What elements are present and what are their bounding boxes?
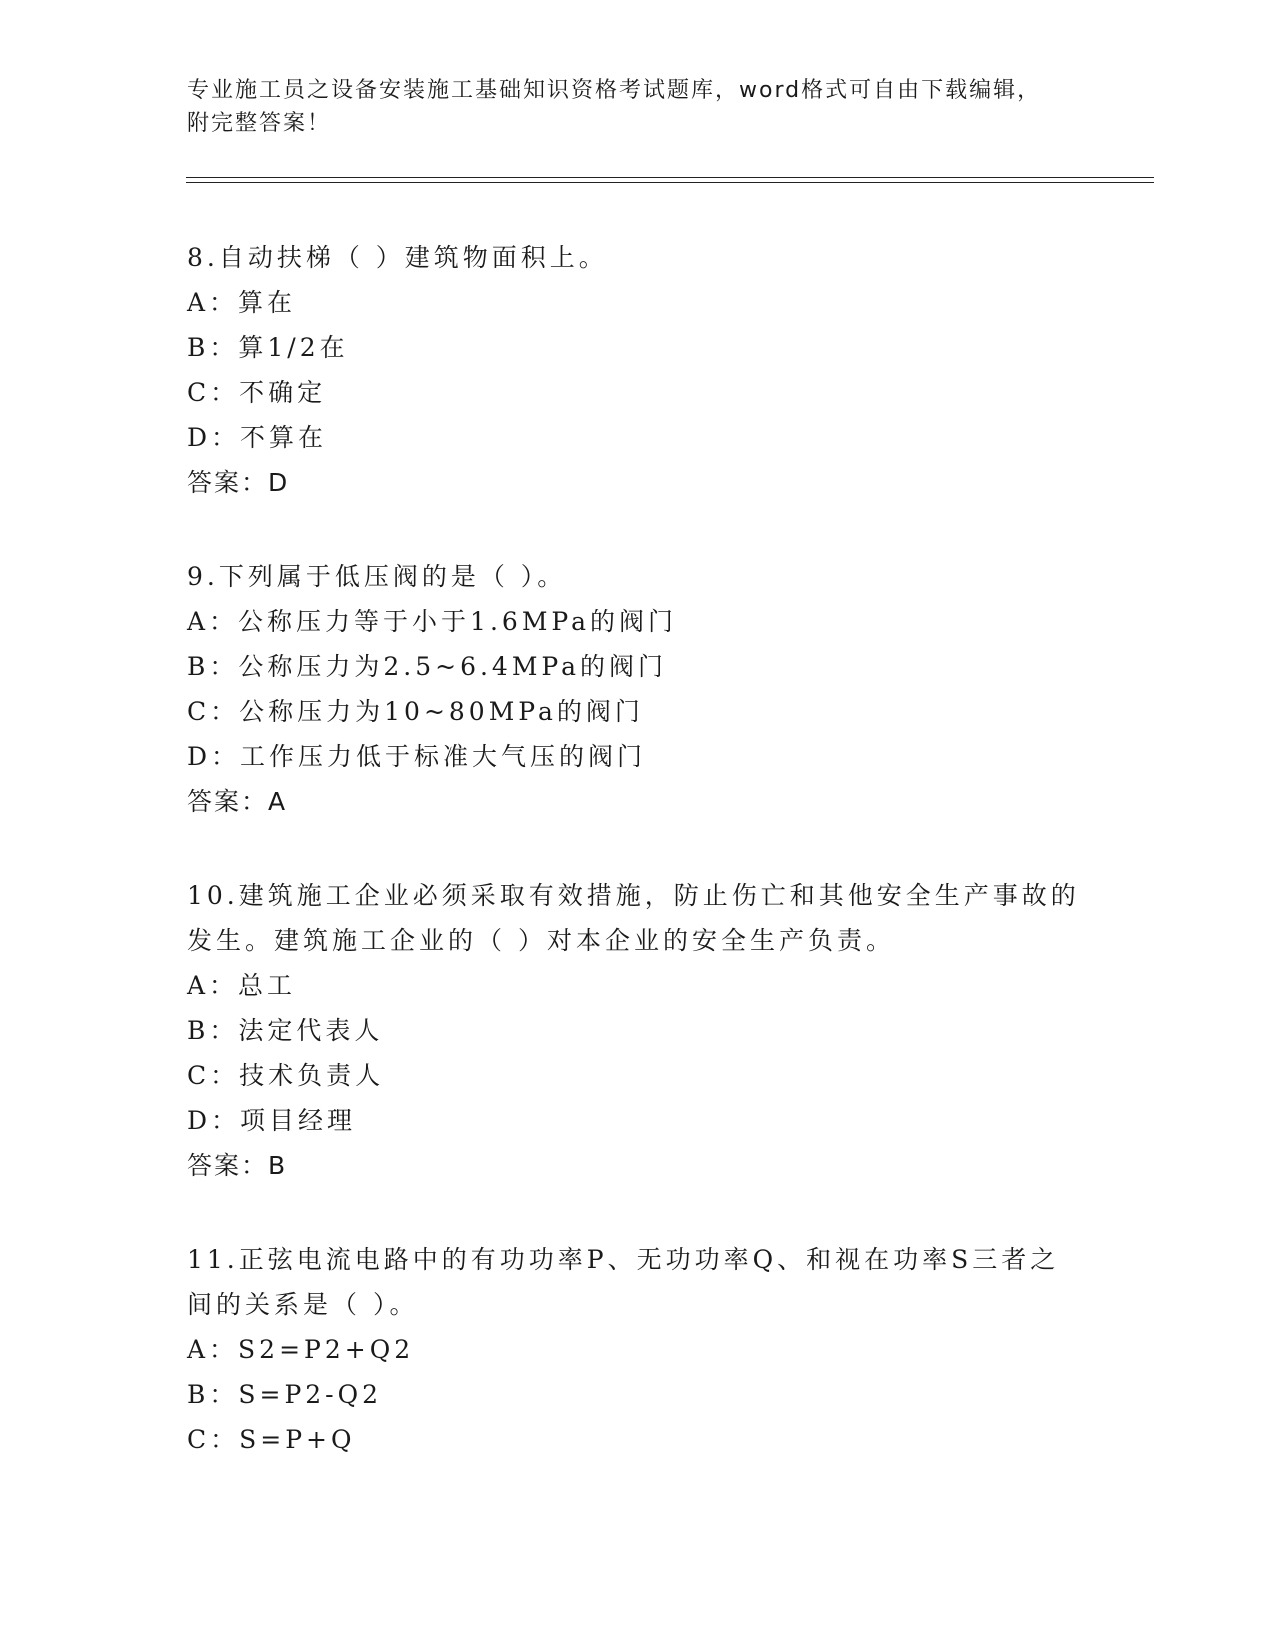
option-c: C：不确定 [187, 378, 327, 407]
header-line-1: 专业施工员之设备安装施工基础知识资格考试题库，word格式可自由下载编辑， [187, 78, 1042, 103]
option-b: B：法定代表人 [187, 1016, 384, 1045]
question-stem-line-2: 发生。建筑施工企业的（ ）对本企业的安全生产负责。 [187, 926, 895, 955]
question-stem-line-2: 间的关系是（ ）。 [187, 1290, 419, 1319]
option-d: D：项目经理 [187, 1106, 357, 1135]
question-stem-line-1: 10.建筑施工企业必须采取有效措施，防止伤亡和其他安全生产事故的 [187, 881, 1080, 910]
option-a: A：总工 [187, 971, 297, 1000]
answer: 答案：A [187, 787, 288, 816]
option-d: D：不算在 [187, 423, 328, 452]
question-8 [187, 235, 1087, 505]
option-a: A：公称压力等于小于1.6MPa的阀门 [187, 607, 678, 636]
header-divider-bottom [186, 182, 1154, 183]
answer: 答案：B [187, 1151, 288, 1180]
question-10 [187, 873, 1087, 1188]
answer: 答案：D [187, 468, 290, 497]
header-divider-top [186, 177, 1154, 178]
question-stem-line-1: 11.正弦电流电路中的有功功率P、无功功率Q、和视在功率S三者之 [187, 1245, 1060, 1274]
option-a: A：算在 [187, 288, 297, 317]
header-line-2: 附完整答案！ [187, 111, 332, 136]
option-c: C：技术负责人 [187, 1061, 385, 1090]
option-c: C：S=P+Q [187, 1425, 356, 1454]
document-header [187, 74, 1087, 140]
option-c: C：公称压力为10~80MPa的阀门 [187, 697, 644, 726]
question-stem: 9.下列属于低压阀的是（ ）。 [187, 562, 567, 591]
option-b: B：公称压力为2.5~6.4MPa的阀门 [187, 652, 668, 681]
option-b: B：S=P2-Q2 [187, 1380, 383, 1409]
question-9 [187, 554, 1087, 824]
question-11 [187, 1237, 1087, 1462]
question-stem: 8.自动扶梯（ ）建筑物面积上。 [187, 243, 608, 272]
option-b: B：算1/2在 [187, 333, 349, 362]
option-d: D：工作压力低于标准大气压的阀门 [187, 742, 647, 771]
option-a: A：S2=P2+Q2 [187, 1335, 415, 1364]
